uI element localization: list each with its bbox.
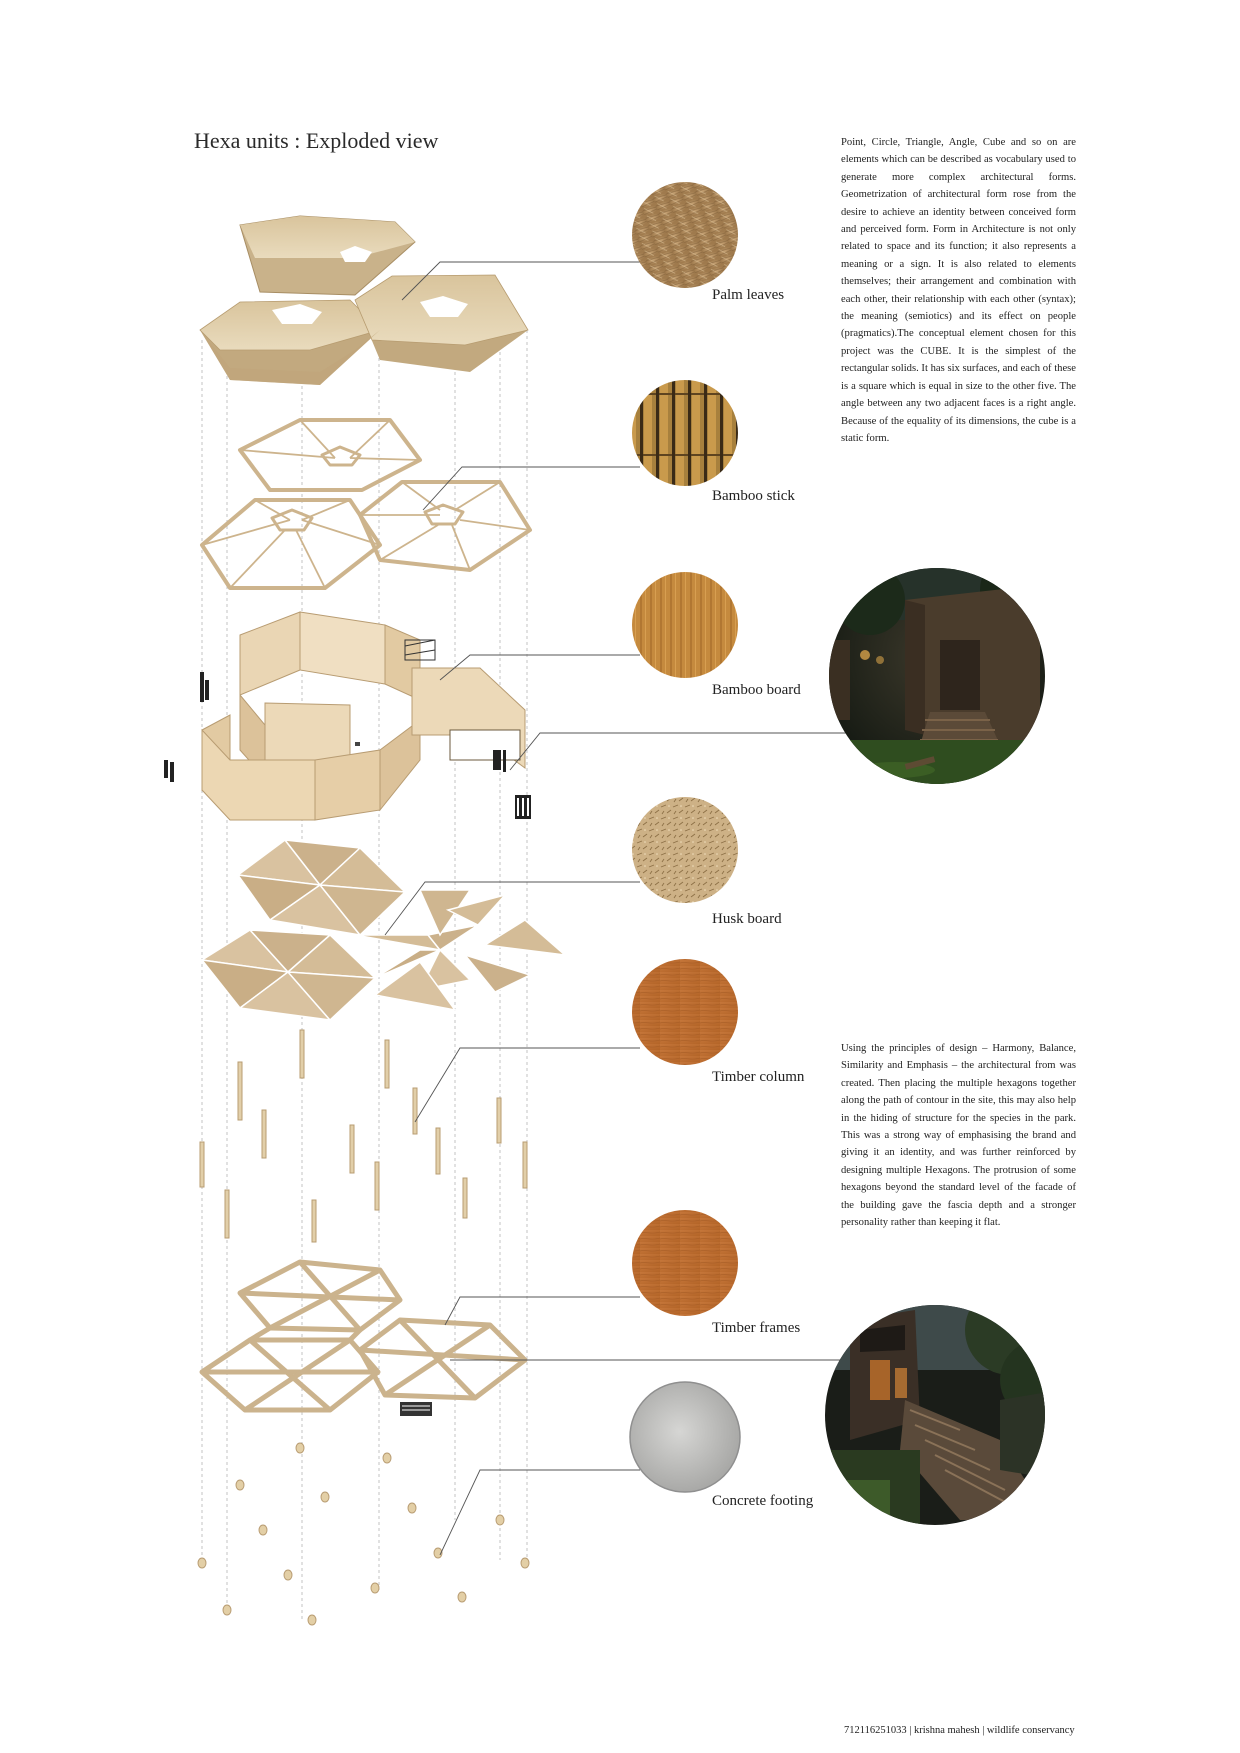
label-palm-leaves: Palm leaves [712,287,785,303]
concrete-footing-texture-icon [630,1382,740,1492]
bamboo-board-texture-icon [632,572,738,678]
timber-column-layer [200,1030,527,1242]
concrete-footing-layer [198,1443,529,1625]
bamboo-frame-layer [202,420,530,588]
footer-credit: 712116251033 | krishna mahesh | wildlife conservancy [844,1725,1075,1736]
bamboo-stick-texture-icon [632,380,738,486]
palm-leaves-texture-icon [632,182,738,288]
roof-layer [200,216,528,385]
exterior-night-render-1 [820,550,1060,800]
material-swatches [630,182,740,1492]
label-timber-column: Timber column [712,1069,805,1085]
label-timber-frames: Timber frames [712,1320,801,1336]
label-concrete-footing: Concrete footing [712,1493,814,1509]
exterior-night-render-2 [820,1285,1080,1540]
stair-detail [400,1402,432,1416]
label-bamboo-board: Bamboo board [712,682,801,698]
description-paragraph-1: Point, Circle, Triangle, Angle, Cube and so on are elements which can be described as vocabulary used to generate more complex architectural forms. Geometrization of architectural form rose from the desire to achieve an identity between conceived form and perceived form. Form in Architecture is not only related to space and its function; it also represents a meaning or a sign. It is also related to elements themselves; their arrangement and combination with each other, their relationship with each other (syntax); the meaning (semiotics) and its effect on people (pragmatics).The conceptual element chosen for this project was the CUBE. It is the simplest of the rectangular solids. It has six surfaces, and each of these is a square which is equal in size to the other five. The angle between any two adjacent faces is a right angle. Because of the equality of its dimensions, the cube is a static form. [841,137,1076,444]
timber-frames-texture-icon [632,1210,738,1316]
timber-frame-layer [202,1262,525,1410]
timber-column-texture-icon [632,959,738,1065]
wall-layer [164,612,531,820]
page-title: Hexa units : Exploded view [194,128,439,153]
husk-board-texture-icon [632,797,738,903]
husk-board-layer [202,840,565,1020]
description-paragraph-2: Using the principles of design – Harmony, Balance, Similarity and Emphasis – the architectural from was created. Then placing the multiple hexagons together along the path of contour in the site, this may also help in the hiding of structure for the species in the park. This was a strong way of emphasising the brand and giving it an identity, and was further reinforced by designing multiple Hexagons. The protrusion of some hexagons beyond the standard level of the facade of the building gave the fascia depth and a stronger personality rather than keeping it flat. [841,1043,1076,1229]
label-bamboo-stick: Bamboo stick [712,488,795,504]
label-husk-board: Husk board [712,911,782,927]
